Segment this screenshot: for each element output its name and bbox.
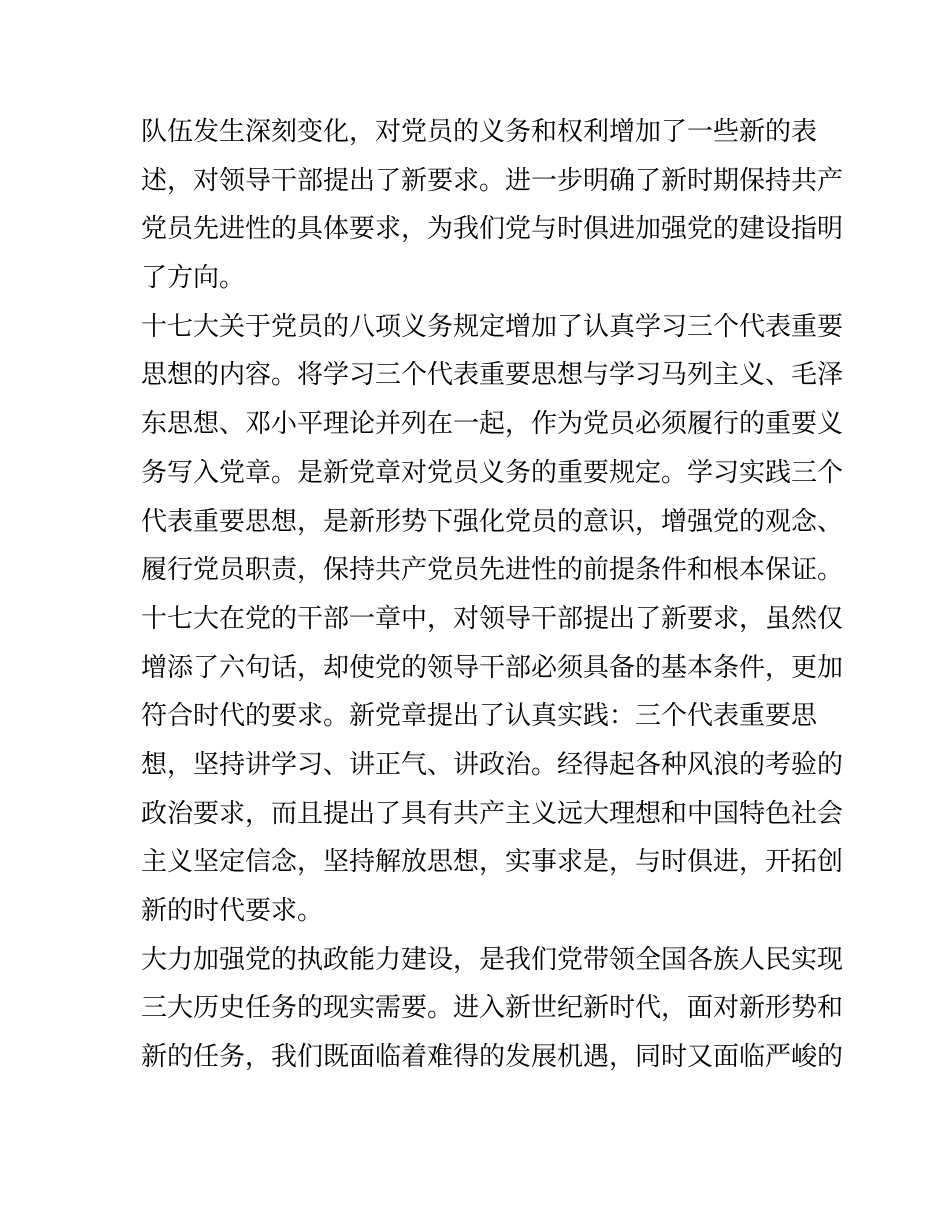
text-line: 大力加强党的执政能力建设，是我们党带领全国各族人民实现 — [141, 944, 844, 975]
text-line: 思想的内容。将学习三个代表重要思想与学习马列主义、毛泽 — [141, 360, 844, 391]
text-line: 履行党员职责，保持共产党员先进性的前提条件和根本保证。 — [141, 555, 844, 586]
text-line: 想，坚持讲学习、讲正气、讲政治。经得起各种风浪的考验的 — [141, 749, 844, 780]
text-line: 政治要求，而且提出了具有共产主义远大理想和中国特色社会 — [141, 798, 844, 829]
text-line: 了方向。 — [141, 263, 246, 294]
text-line: 队伍发生深刻变化，对党员的义务和权利增加了一些新的表 — [141, 117, 818, 147]
body-text — [141, 108, 844, 1082]
text-line: 党员先进性的具体要求，为我们党与时俱进加强党的建设指明 — [141, 214, 844, 245]
text-line: 代表重要思想，是新形势下强化党员的意识，增强党的观念、 — [141, 506, 844, 537]
text-line: 述，对领导干部提出了新要求。进一步明确了新时期保持共产 — [141, 165, 844, 196]
text-line: 十七大关于党员的八项义务规定增加了认真学习三个代表重要 — [141, 311, 844, 342]
text-line: 十七大在党的干部一章中，对领导干部提出了新要求，虽然仅 — [141, 603, 844, 634]
text-line: 主义坚定信念，坚持解放思想，实事求是，与时俱进，开拓创 — [141, 847, 844, 878]
text-line: 三大历史任务的现实需要。进入新世纪新时代，面对新形势和 — [141, 993, 844, 1024]
text-line: 新的任务，我们既面临着难得的发展机遇，同时又面临严峻的 — [141, 1042, 844, 1073]
text-line: 新的时代要求。 — [141, 896, 324, 926]
text-line: 增添了六句话，却使党的领导干部必须具备的基本条件，更加 — [141, 652, 844, 683]
text-line: 东思想、邓小平理论并列在一起，作为党员必须履行的重要义 — [141, 409, 844, 440]
text-line: 务写入党章。是新党章对党员义务的重要规定。学习实践三个 — [141, 457, 844, 488]
text-line: 符合时代的要求。新党章提出了认真实践：三个代表重要思 — [141, 701, 818, 732]
